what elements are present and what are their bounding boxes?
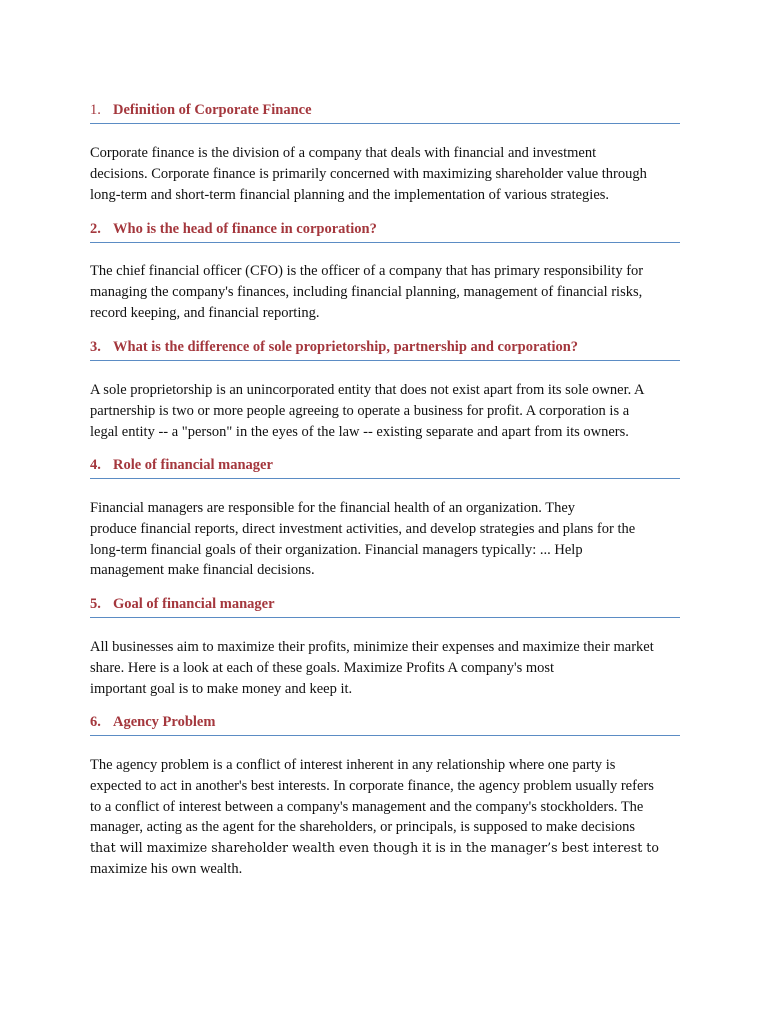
section-heading-1 — [90, 100, 680, 124]
paragraph-line: manager, acting as the agent for the shareholders, or principals, is supposed to make decisions — [90, 819, 636, 836]
heading-underline — [90, 123, 680, 124]
heading-underline — [90, 478, 680, 479]
paragraph-line: decisions. Corporate finance is primarily concerned with maximizing shareholder value through — [90, 165, 647, 182]
heading-number: 2. — [90, 221, 101, 237]
paragraph-line: legal entity -- a "person" in the eyes of the law -- existing separate and apart from its owners. — [90, 423, 629, 440]
heading-title: Definition of Corporate Finance — [113, 102, 312, 118]
paragraph-line: Corporate finance is the division of a company that deals with financial and investment — [90, 145, 597, 161]
paragraph-line: Financial managers are responsible for the financial health of an organization. They — [90, 500, 576, 516]
paragraph-line: A sole proprietorship is an unincorporated entity that does not exist apart from its sole owner. A — [90, 382, 645, 398]
section-heading-3 — [90, 337, 680, 361]
paragraph-line: important goal is to make money and keep it. — [90, 680, 353, 697]
heading-title: What is the difference of sole proprietorship, partnership and corporation? — [113, 339, 579, 355]
heading-title: Role of financial manager — [113, 457, 273, 473]
section-heading-6 — [90, 712, 680, 736]
paragraph-line: managing the company's finances, including financial planning, management of financial risks, — [90, 283, 643, 300]
heading-title: Agency Problem — [113, 714, 216, 730]
section-paragraph-2 — [90, 261, 690, 323]
section-heading-5 — [90, 594, 680, 618]
paragraph-line: management make financial decisions. — [90, 562, 315, 579]
section-paragraph-4 — [90, 498, 690, 581]
paragraph-line: expected to act in another's best interests. In corporate finance, the agency problem usually refers — [90, 777, 654, 794]
paragraph-line: long-term financial goals of their organization. Financial managers typically: ... Help — [90, 541, 583, 558]
paragraph-line: All businesses aim to maximize their profits, minimize their expenses and maximize their market — [90, 639, 654, 655]
section-paragraph-6 — [90, 755, 690, 880]
heading — [90, 594, 680, 614]
section-paragraph-3 — [90, 380, 690, 442]
heading-number: 6. — [90, 714, 101, 730]
heading-number: 5. — [90, 596, 101, 612]
paragraph-line: to a conflict of interest between a company's management and the company's stockholders. The — [90, 798, 644, 815]
section-heading-2 — [90, 219, 680, 243]
paragraph-line: The agency problem is a conflict of interest inherent in any relationship where one party is — [90, 757, 616, 773]
section-paragraph-5 — [90, 637, 690, 699]
paragraph-line: partnership is two or more people agreeing to operate a business for profit. A corporation is a — [90, 402, 630, 419]
heading — [90, 100, 680, 120]
heading — [90, 219, 680, 239]
heading — [90, 337, 680, 357]
heading-underline — [90, 242, 680, 243]
paragraph-line: long-term and short-term financial planning and the implementation of various strategies. — [90, 186, 610, 203]
section-heading-4 — [90, 455, 680, 479]
heading-number: 3. — [90, 339, 101, 355]
heading — [90, 712, 680, 732]
heading — [90, 455, 680, 475]
paragraph-line: produce financial reports, direct investment activities, and develop strategies and plans for the — [90, 520, 636, 537]
heading-number: 4. — [90, 457, 101, 473]
paragraph-line: maximize his own wealth. — [90, 860, 243, 877]
heading-underline — [90, 735, 680, 736]
paragraph-line: share. Here is a look at each of these goals. Maximize Profits A company's most — [90, 659, 555, 676]
paragraph-line: record keeping, and financial reporting. — [90, 304, 320, 321]
heading-title: Goal of financial manager — [113, 596, 275, 612]
paragraph-line: that will maximize shareholder wealth even though it is in the manager’s best interest to — [90, 840, 659, 856]
section-paragraph-1 — [90, 143, 690, 205]
heading-title: Who is the head of finance in corporation? — [113, 221, 377, 237]
heading-underline — [90, 617, 680, 618]
heading-underline — [90, 360, 680, 361]
paragraph-line: The chief financial officer (CFO) is the officer of a company that has primary responsibility for — [90, 263, 644, 279]
heading-number: 1. — [90, 102, 101, 118]
